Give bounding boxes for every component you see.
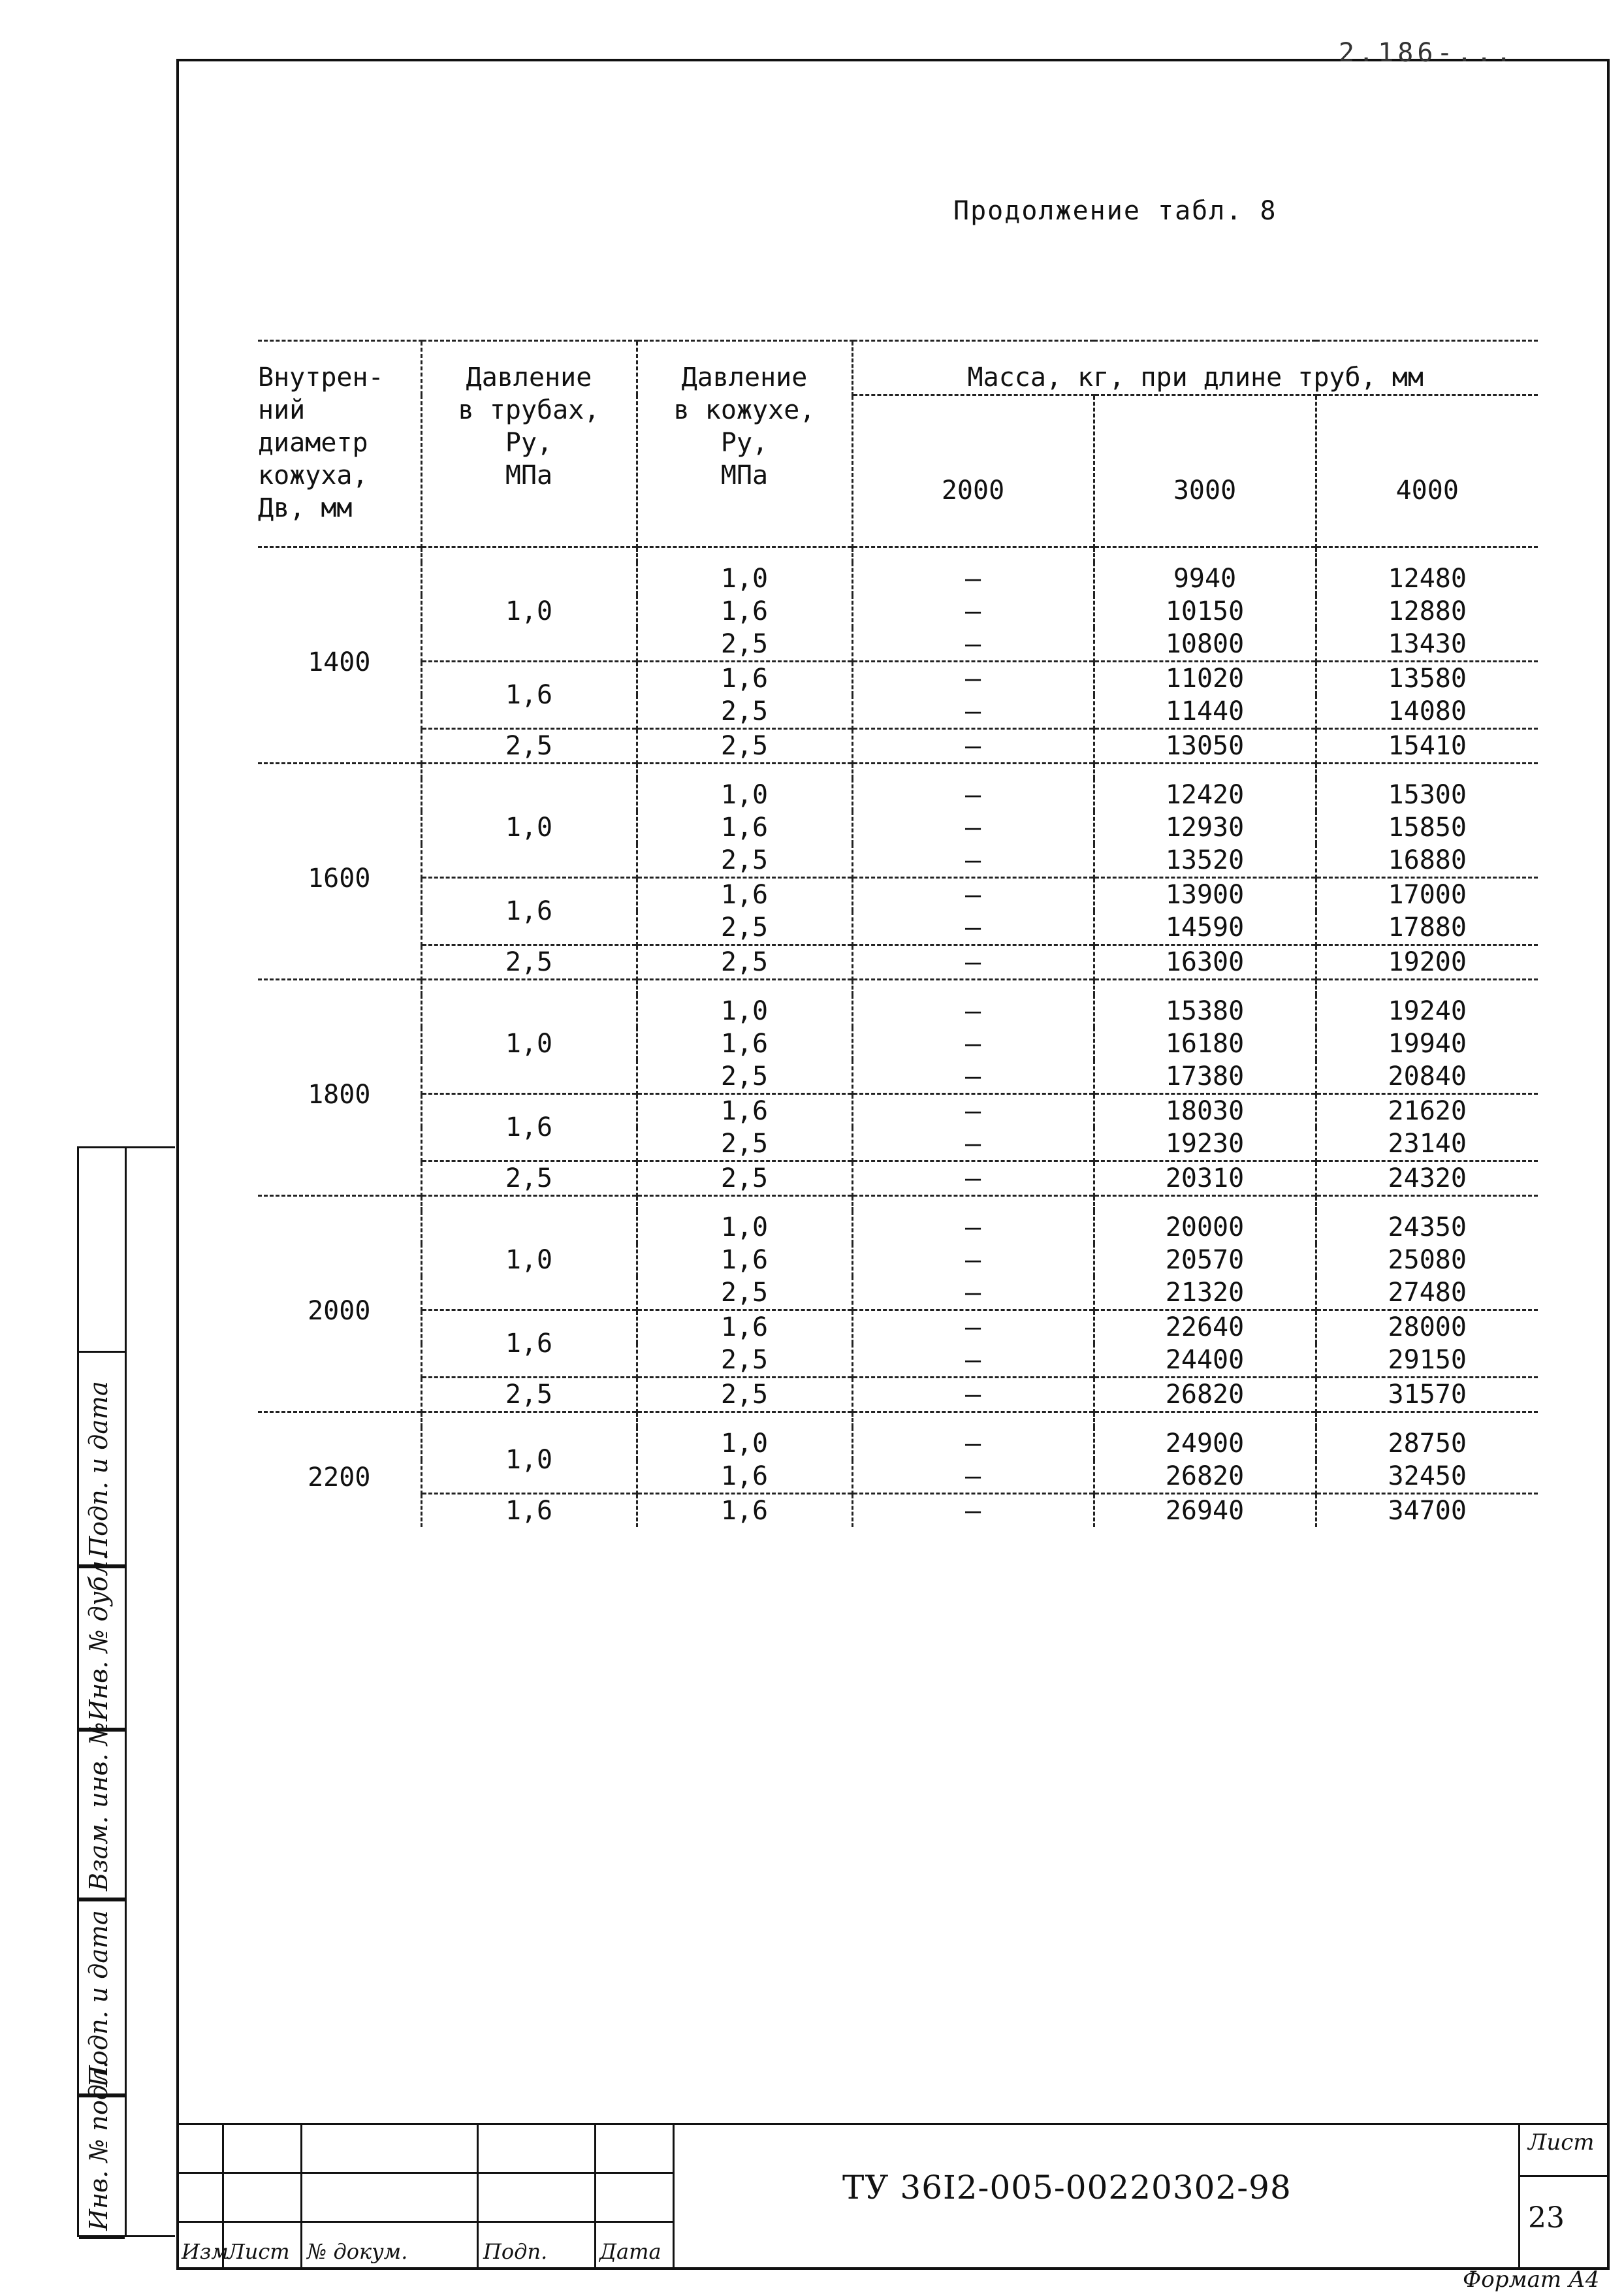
sidebar-label: Инв. № подл. (84, 2060, 113, 2231)
spacer-cell (421, 764, 637, 779)
mass-3000-cell: 11020 (1094, 662, 1316, 696)
shell-pressure-cell: 2,5 (637, 729, 852, 764)
mass-3000-cell: 13050 (1094, 729, 1316, 764)
mass-3000-cell: 16180 (1094, 1027, 1316, 1060)
title-block-line (176, 2123, 178, 2270)
mass-4000-cell: 17000 (1316, 878, 1538, 912)
mass-3000-cell: 20000 (1094, 1211, 1316, 1244)
tube-pressure-cell: 2,5 (421, 1161, 637, 1196)
title-block-line (300, 2123, 302, 2270)
mass-2000-cell: – (852, 628, 1094, 662)
spacer-cell (258, 1196, 421, 1212)
sidebar-label: Взам. инв. № (84, 1722, 113, 1891)
mass-2000-cell: – (852, 1127, 1094, 1161)
mass-2000-cell: – (852, 779, 1094, 811)
shell-pressure-cell: 1,6 (637, 811, 852, 844)
spacer-cell (258, 547, 421, 563)
table-row (258, 945, 1538, 980)
mass-4000-cell: 15300 (1316, 779, 1538, 811)
mass-2000-cell: – (852, 562, 1094, 595)
mass-3000-cell: 12930 (1094, 811, 1316, 844)
mass-2000-cell: – (852, 1378, 1094, 1412)
spacer-cell (1094, 1196, 1316, 1212)
mass-4000-cell: 15850 (1316, 811, 1538, 844)
table-body (258, 547, 1538, 1528)
spacer-cell (637, 980, 852, 995)
mass-3000-cell: 9940 (1094, 562, 1316, 595)
mass-2000-cell: – (852, 1310, 1094, 1344)
table-row (258, 1211, 1538, 1244)
title-block-label: Изм (182, 2239, 229, 2264)
mass-3000-cell: 24900 (1094, 1427, 1316, 1460)
tube-pressure-cell: 1,6 (421, 1494, 637, 1528)
mass-3000-cell: 10800 (1094, 628, 1316, 662)
mass-4000-cell: 24320 (1316, 1161, 1538, 1196)
shell-pressure-cell: 2,5 (637, 1161, 852, 1196)
shell-pressure-cell: 1,6 (637, 595, 852, 628)
mass-3000-cell: 14590 (1094, 911, 1316, 945)
title-block-label: № докум. (307, 2239, 408, 2264)
mass-3000-cell: 17380 (1094, 1060, 1316, 1094)
shell-pressure-cell: 1,0 (637, 995, 852, 1027)
header-len-4000: 4000 (1316, 395, 1538, 547)
mass-3000-cell: 22640 (1094, 1310, 1316, 1344)
document-code: ТУ 36I2-005-00220302-98 (842, 2169, 1292, 2206)
tube-pressure-cell: 1,0 (421, 1427, 637, 1494)
sheet-number: 23 (1528, 2201, 1565, 2235)
mass-4000-cell: 19200 (1316, 945, 1538, 980)
title-block (176, 2123, 1610, 2270)
mass-3000-cell: 11440 (1094, 695, 1316, 729)
shell-pressure-cell: 1,6 (637, 1310, 852, 1344)
table-row (258, 1161, 1538, 1196)
spacer-cell (852, 547, 1094, 563)
mass-3000-cell: 12420 (1094, 779, 1316, 811)
mass-2000-cell: – (852, 695, 1094, 729)
mass-4000-cell: 20840 (1316, 1060, 1538, 1094)
shell-pressure-cell: 1,6 (637, 1244, 852, 1276)
mass-4000-cell: 28750 (1316, 1427, 1538, 1460)
mass-3000-cell: 13520 (1094, 844, 1316, 878)
shell-pressure-cell: 1,6 (637, 878, 852, 912)
title-block-line (594, 2123, 596, 2270)
spacer-cell (421, 547, 637, 563)
mass-4000-cell: 24350 (1316, 1211, 1538, 1244)
tube-pressure-cell: 2,5 (421, 1378, 637, 1412)
mass-2000-cell: – (852, 1027, 1094, 1060)
mass-2000-cell: – (852, 595, 1094, 628)
title-block-label: Подп. (483, 2239, 548, 2264)
mass-3000-cell: 18030 (1094, 1094, 1316, 1128)
shell-pressure-cell: 1,0 (637, 1427, 852, 1460)
shell-pressure-cell: 1,6 (637, 1094, 852, 1128)
spacer-cell (258, 764, 421, 779)
mass-4000-cell: 13580 (1316, 662, 1538, 696)
shell-pressure-cell: 1,0 (637, 779, 852, 811)
title-block-line (477, 2123, 479, 2270)
table-row (258, 1094, 1538, 1128)
spacer-cell (1316, 980, 1538, 995)
mass-4000-cell: 13430 (1316, 628, 1538, 662)
mass-4000-cell: 16880 (1316, 844, 1538, 878)
mass-3000-cell: 15380 (1094, 995, 1316, 1027)
tube-pressure-cell: 1,0 (421, 562, 637, 662)
shell-pressure-cell: 1,6 (637, 1460, 852, 1494)
sidebar-cell (79, 1899, 125, 2095)
spacer-cell (637, 764, 852, 779)
sidebar-cell (79, 1552, 125, 1730)
spacer-cell (1316, 1196, 1538, 1212)
title-block-line (1518, 2123, 1520, 2270)
mass-2000-cell: – (852, 811, 1094, 844)
header-diameter: Внутрен- ний диаметр кожуха, Дв, мм (258, 341, 421, 547)
mass-4000-cell: 12880 (1316, 595, 1538, 628)
title-block-line (1518, 2175, 1610, 2177)
table-row (258, 779, 1538, 811)
tube-pressure-cell: 1,6 (421, 1094, 637, 1161)
table-row (258, 878, 1538, 912)
format-label: Формат А4 (1463, 2267, 1600, 2293)
mass-2000-cell: – (852, 945, 1094, 980)
title-block-line (176, 2123, 1610, 2125)
shell-pressure-cell: 2,5 (637, 911, 852, 945)
table-caption: Продолжение табл. 8 (953, 196, 1277, 226)
tube-pressure-cell: 1,6 (421, 1310, 637, 1378)
mass-4000-cell: 34700 (1316, 1494, 1538, 1528)
mass-2000-cell: – (852, 878, 1094, 912)
shell-pressure-cell: 2,5 (637, 628, 852, 662)
spacer-cell (852, 1412, 1094, 1428)
mass-2000-cell: – (852, 662, 1094, 696)
shell-pressure-cell: 1,6 (637, 1027, 852, 1060)
tube-pressure-cell: 1,0 (421, 779, 637, 878)
spacer-cell (1094, 1412, 1316, 1428)
mass-4000-cell: 17880 (1316, 911, 1538, 945)
mass-4000-cell: 28000 (1316, 1310, 1538, 1344)
mass-3000-cell: 26820 (1094, 1378, 1316, 1412)
mass-table (258, 340, 1538, 1527)
tube-pressure-cell: 2,5 (421, 945, 637, 980)
mass-4000-cell: 31570 (1316, 1378, 1538, 1412)
table-row (258, 1378, 1538, 1412)
table-row (258, 995, 1538, 1027)
spacer-cell (421, 1412, 637, 1428)
sidebar-cell (79, 1351, 125, 1566)
title-block-line (176, 2172, 673, 2174)
sidebar-label: Подп. и дата (84, 1381, 113, 1558)
sidebar-cell (79, 1722, 125, 1899)
shell-pressure-cell: 1,0 (637, 1211, 852, 1244)
table-row (258, 1427, 1538, 1460)
mass-2000-cell: – (852, 729, 1094, 764)
mass-2000-cell: – (852, 1244, 1094, 1276)
top-mark: 2.186-... (1339, 38, 1516, 68)
table-row (258, 1310, 1538, 1344)
shell-pressure-cell: 2,5 (637, 844, 852, 878)
sidebar-label: Подп. и дата (84, 1910, 113, 2087)
shell-pressure-cell: 1,0 (637, 562, 852, 595)
header-len-3000: 3000 (1094, 395, 1316, 547)
shell-pressure-cell: 2,5 (637, 1127, 852, 1161)
mass-4000-cell: 27480 (1316, 1276, 1538, 1310)
mass-4000-cell: 29150 (1316, 1344, 1538, 1378)
spacer-cell (637, 547, 852, 563)
table-row (258, 729, 1538, 764)
mass-2000-cell: – (852, 1427, 1094, 1460)
tube-pressure-cell: 1,6 (421, 878, 637, 945)
mass-3000-cell: 13900 (1094, 878, 1316, 912)
mass-4000-cell: 19940 (1316, 1027, 1538, 1060)
title-block-label: Дата (599, 2239, 661, 2264)
mass-2000-cell: – (852, 1494, 1094, 1528)
tube-pressure-cell: 1,0 (421, 995, 637, 1094)
spacer-cell (852, 1196, 1094, 1212)
mass-2000-cell: – (852, 1161, 1094, 1196)
title-block-line (176, 2221, 673, 2223)
mass-4000-cell: 32450 (1316, 1460, 1538, 1494)
tube-pressure-cell: 1,0 (421, 1211, 637, 1310)
spacer-cell (637, 1196, 852, 1212)
spacer-cell (1094, 980, 1316, 995)
header-tube-pressure: Давление в трубах, Ру, МПа (421, 341, 637, 547)
mass-4000-cell: 14080 (1316, 695, 1538, 729)
mass-3000-cell: 10150 (1094, 595, 1316, 628)
sheet-label: Лист (1528, 2129, 1595, 2156)
mass-2000-cell: – (852, 1060, 1094, 1094)
shell-pressure-cell: 2,5 (637, 1060, 852, 1094)
table-row (258, 1494, 1538, 1528)
table-row (258, 662, 1538, 696)
spacer-cell (1316, 547, 1538, 563)
title-block-label: Лист (227, 2239, 290, 2264)
mass-2000-cell: – (852, 844, 1094, 878)
shell-pressure-cell: 2,5 (637, 1276, 852, 1310)
spacer-cell (852, 764, 1094, 779)
spacer-cell (637, 1412, 852, 1428)
mass-4000-cell: 21620 (1316, 1094, 1538, 1128)
spacer-cell (1094, 764, 1316, 779)
mass-4000-cell: 25080 (1316, 1244, 1538, 1276)
header-shell-pressure: Давление в кожухе, Ру, МПа (637, 341, 852, 547)
shell-pressure-cell: 2,5 (637, 1378, 852, 1412)
mass-4000-cell: 19240 (1316, 995, 1538, 1027)
shell-pressure-cell: 2,5 (637, 695, 852, 729)
mass-2000-cell: – (852, 995, 1094, 1027)
spacer-cell (1094, 547, 1316, 563)
table-row (258, 562, 1538, 595)
diameter-cell: 1400 (308, 647, 371, 677)
header-len-2000: 2000 (852, 395, 1094, 547)
mass-3000-cell: 20570 (1094, 1244, 1316, 1276)
spacer-cell (1316, 1412, 1538, 1428)
mass-4000-cell: 12480 (1316, 562, 1538, 595)
mass-3000-cell: 26820 (1094, 1460, 1316, 1494)
spacer-cell (421, 980, 637, 995)
mass-3000-cell: 24400 (1094, 1344, 1316, 1378)
diameter-cell: 1600 (308, 864, 371, 894)
spacer-cell (258, 980, 421, 995)
diameter-cell: 1800 (308, 1080, 371, 1110)
shell-pressure-cell: 1,6 (637, 662, 852, 696)
spacer-cell (258, 1412, 421, 1428)
mass-2000-cell: – (852, 1344, 1094, 1378)
mass-2000-cell: – (852, 1276, 1094, 1310)
shell-pressure-cell: 2,5 (637, 1344, 852, 1378)
spacer-cell (852, 980, 1094, 995)
spacer-cell (1316, 764, 1538, 779)
mass-2000-cell: – (852, 911, 1094, 945)
sidebar-stamp (77, 1146, 175, 2237)
mass-3000-cell: 20310 (1094, 1161, 1316, 1196)
sidebar-cell (79, 2060, 125, 2239)
spacer-cell (421, 1196, 637, 1212)
mass-2000-cell: – (852, 1460, 1094, 1494)
diameter-cell: 2000 (308, 1296, 371, 1326)
tube-pressure-cell: 2,5 (421, 729, 637, 764)
mass-3000-cell: 16300 (1094, 945, 1316, 980)
header-mass-group: Масса, кг, при длине труб, мм (852, 341, 1538, 395)
title-block-line (673, 2123, 675, 2270)
mass-4000-cell: 15410 (1316, 729, 1538, 764)
tube-pressure-cell: 1,6 (421, 662, 637, 729)
mass-3000-cell: 21320 (1094, 1276, 1316, 1310)
mass-2000-cell: – (852, 1211, 1094, 1244)
mass-2000-cell: – (852, 1094, 1094, 1128)
shell-pressure-cell: 1,6 (637, 1494, 852, 1528)
diameter-cell: 2200 (308, 1462, 371, 1493)
mass-4000-cell: 23140 (1316, 1127, 1538, 1161)
sidebar-label: Инв. № дубл. (84, 1552, 113, 1721)
mass-3000-cell: 26940 (1094, 1494, 1316, 1528)
shell-pressure-cell: 2,5 (637, 945, 852, 980)
mass-3000-cell: 19230 (1094, 1127, 1316, 1161)
